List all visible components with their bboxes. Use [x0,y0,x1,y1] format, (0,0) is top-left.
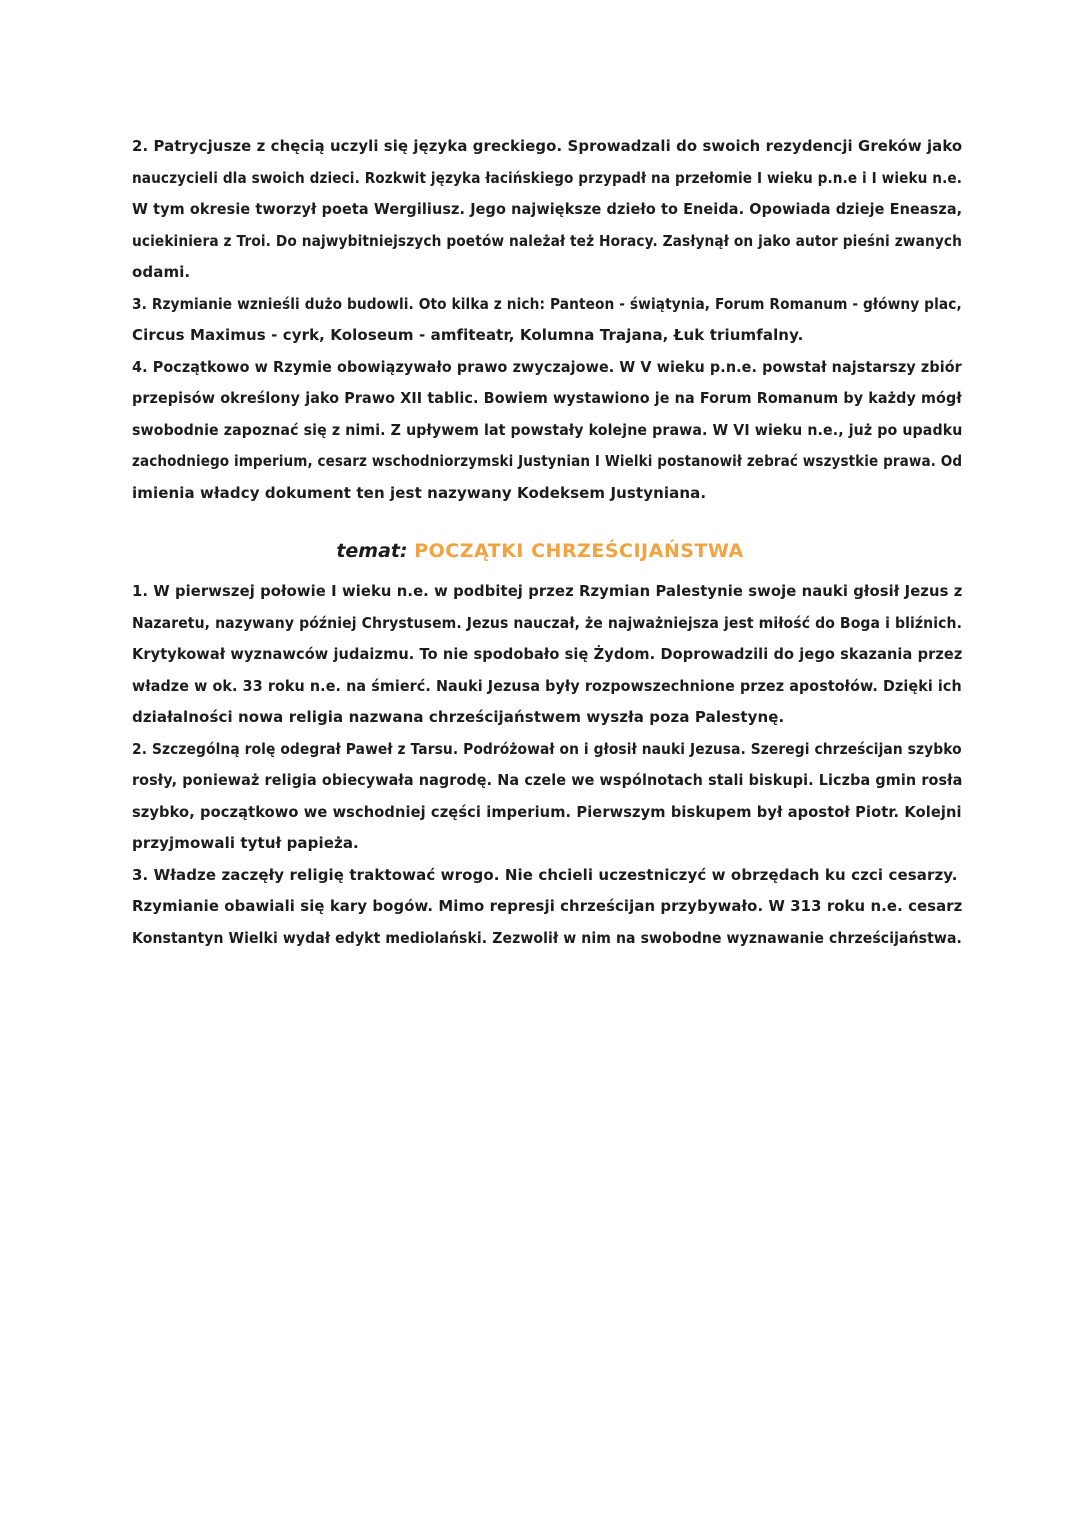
text-line: 3. Rzymianie wznieśli dużo budowli. Oto kilka z nich: Panteon - świątynia, Forum Romanum - główny plac, [132,294,962,313]
topic-heading [0,540,1080,562]
text-line: działalności nowa religia nazwana chrześcijaństwem wyszła poza Palestynę. [132,708,785,726]
text-line: 3. Władze zaczęły religię traktować wrogo. Nie chcieli uczestniczyć w obrzędach ku czci cesarzy. [132,865,958,884]
text-line: W tym okresie tworzył poeta Wergiliusz. Jego największe dzieło to Eneida. Opowiada dzieje Eneasza, [132,200,963,218]
text-line: Konstantyn Wielki wydał edykt mediolański. Zezwolił w nim na swobodne wyznawanie chrześcijaństwa. [132,928,962,947]
text-line: 2. Szczególną rolę odegrał Paweł z Tarsu. Podróżował on i głosił nauki Jezusa. Szeregi chrześcijan szybko [132,739,962,758]
text-line: Krytykował wyznawców judaizmu. To nie spodobało się Żydom. Doprowadzili do jego skazania przez [132,645,963,663]
text-line: Circus Maximus - cyrk, Koloseum - amfiteatr, Kolumna Trajana, Łuk triumfalny. [132,326,804,344]
text-line: imienia władcy dokument ten jest nazywany Kodeksem Justyniana. [132,483,707,502]
text-line: nauczycieli dla swoich dzieci. Rozkwit języka łacińskiego przypadł na przełomie I wieku p.n.e i I wieku n.e. [132,168,963,187]
notes-section-christianity [132,576,962,954]
text-line: władze w ok. 33 roku n.e. na śmierć. Nauki Jezusa były rozpowszechnione przez apostołów. Dzięki ich [132,676,962,695]
text-line: 4. Początkowo w Rzymie obowiązywało prawo zwyczajowe. W V wieku p.n.e. powstał najstarszy zbiór [132,357,962,376]
topic-prefix: temat: [336,540,408,562]
text-line: Nazaretu, nazywany później Chrystusem. Jezus nauczał, że najważniejsza jest miłość do Boga i bliźnich. [132,613,963,632]
text-line: swobodnie zapoznać się z nimi. Z upływem lat powstały kolejne prawa. W VI wieku n.e., już po upadku [132,420,963,439]
text-line: 1. W pierwszej połowie I wieku n.e. w podbitej przez Rzymian Palestynie swoje nauki głosił Jezus z [132,582,963,600]
text-line: Rzymianie obawiali się kary bogów. Mimo represji chrześcijan przybywało. W 313 roku n.e. cesarz [132,897,963,915]
text-line: przepisów określony jako Prawo XII tablic. Bowiem wystawiono je na Forum Romanum by każdy mógł [132,389,962,407]
notes-section-rome [132,131,962,509]
text-line: rosły, ponieważ religia obiecywała nagrodę. Na czele we wspólnotach stali biskupi. Liczba gmin rosła [132,771,963,789]
topic-title: POCZĄTKI CHRZEŚCIJAŃSTWA [414,540,744,562]
text-line: odami. [132,263,191,281]
text-line: zachodniego imperium, cesarz wschodniorzymski Justynian I Wielki postanowił zebrać wszystkie prawa. Od [132,452,963,470]
text-line: 2. Patrycjusze z chęcią uczyli się języka greckiego. Sprowadzali do swoich rezydencji Greków jako [132,137,963,155]
text-line: uciekiniera z Troi. Do najwybitniejszych poetów należał też Horacy. Zasłynął on jako autor pieśni zwanych [132,231,963,250]
text-line: szybko, początkowo we wschodniej części imperium. Pierwszym biskupem był apostoł Piotr. Kolejni [132,802,962,821]
text-line: przyjmowali tytuł papieża. [132,834,359,852]
